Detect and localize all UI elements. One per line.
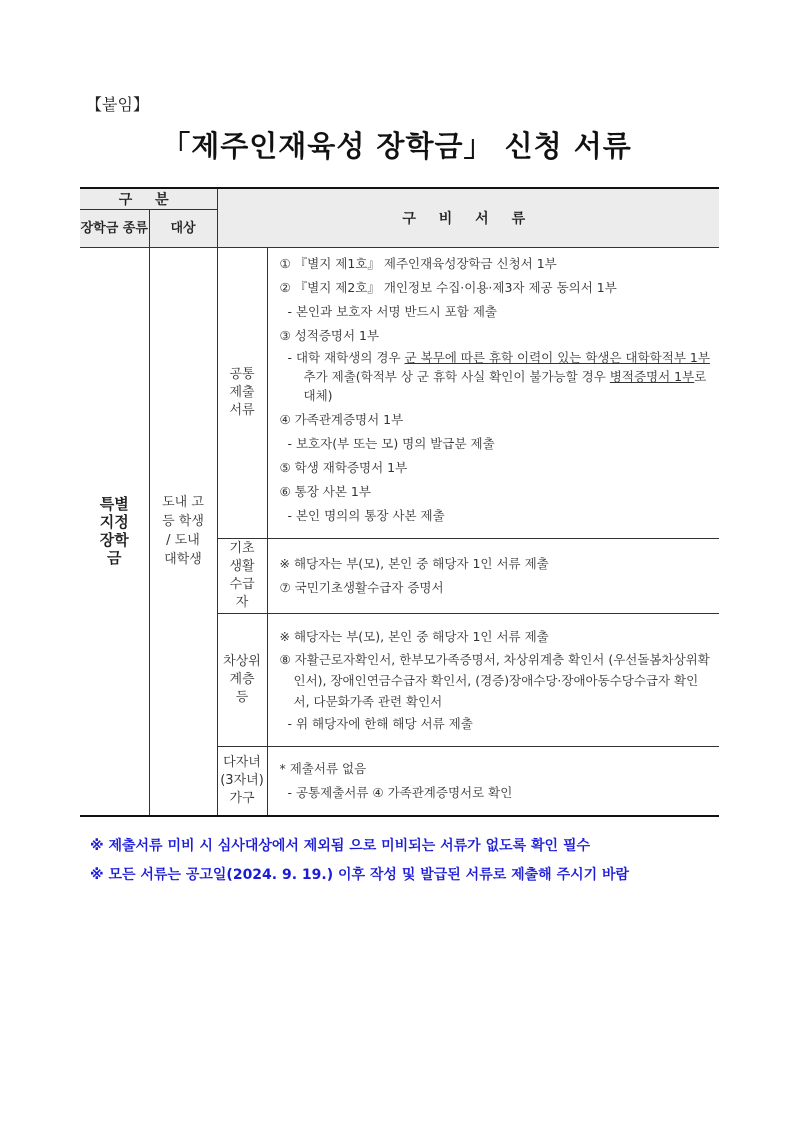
doc-line: * 제출서류 없음	[279, 760, 367, 776]
page-title: 「제주인재육성 장학금」 신청 서류	[161, 129, 632, 163]
notes	[90, 832, 629, 890]
text-segment: - 대학 재학생의 경우	[287, 350, 405, 365]
category-multi-child-label: 다자녀 (3자녀) 가구	[220, 754, 264, 806]
category-basic	[217, 539, 267, 614]
header-scholarship-type: 장학금 종류	[80, 210, 149, 248]
header-group: 구 분	[80, 188, 217, 210]
doc-line-military	[280, 348, 714, 405]
text-segment: 로 대체)	[303, 369, 707, 403]
category-near-poverty-label: 차상위 계층 등	[223, 654, 261, 705]
doc-line: ⑥ 통장 사본 1부	[279, 484, 371, 499]
underlined-segment: 군 복무에 따른 휴학 이력이 있는 학생은 대학학적부 1부	[404, 350, 710, 365]
doc-line: ④ 가족관계증명서 1부	[279, 412, 404, 427]
doc-line: - 본인과 보호자 서명 반드시 포함 제출	[287, 304, 497, 319]
doc-line: - 공통제출서류 ④ 가족관계증명서로 확인	[287, 784, 513, 800]
category-common	[217, 248, 267, 539]
category-common-label: 공통 제출 서류	[229, 367, 255, 418]
required-documents-table	[80, 187, 719, 817]
text-segment: 추가 제출(학적부 상 군 휴학 사실 확인이 불가능할 경우	[303, 369, 610, 384]
header-target: 대상	[149, 210, 217, 248]
scholarship-type-text: 특별 지정 장학금	[99, 495, 129, 568]
note-document-date: ※ 모든 서류는 공고일(2024. 9. 19.) 이후 작성 및 발급된 서류로 제출해 주시기 바람	[90, 867, 630, 883]
doc-line: ③ 성적증명서 1부	[279, 328, 380, 343]
attachment-label: 【붙임】	[86, 95, 149, 114]
header-documents: 구 비 서 류	[217, 188, 719, 248]
basic-documents	[267, 539, 719, 614]
doc-line: ① 『별지 제1호』 제주인재육성장학금 신청서 1부	[279, 256, 557, 271]
category-multi-child	[217, 747, 267, 816]
doc-line: ⑦ 국민기초생활수급자 증명서	[279, 580, 444, 595]
doc-line: - 본인 명의의 통장 사본 제출	[287, 508, 445, 523]
doc-line: ※ 해당자는 부(모), 본인 중 해당자 1인 서류 제출	[279, 556, 549, 571]
doc-line: ※ 해당자는 부(모), 본인 중 해당자 1인 서류 제출	[279, 628, 549, 644]
underlined-segment: 병적증명서 1부	[609, 369, 695, 384]
target-cell	[149, 248, 217, 816]
doc-line: - 위 해당자에 한해 해당 서류 제출	[287, 715, 473, 731]
target-text: 도내 고등 학생 / 도내 대학생	[162, 495, 204, 568]
doc-line: ② 『별지 제2호』 개인정보 수집·이용·제3자 제공 동의서 1부	[279, 280, 617, 295]
multi-child-documents	[267, 747, 719, 816]
note-incomplete-documents: ※ 제출서류 미비 시 심사대상에서 제외됨 으로 미비되는 서류가 없도록 확인 필수	[90, 838, 590, 854]
category-near-poverty	[217, 614, 267, 747]
category-basic-label: 기초 생활 수급자	[229, 541, 255, 610]
common-documents	[267, 248, 719, 539]
doc-line: - 보호자(부 또는 모) 명의 발급분 제출	[287, 436, 495, 451]
near-poverty-documents	[267, 614, 719, 747]
doc-line: ⑧ 자활근로자확인서, 한부모가족증명서, 차상위계층 확인서 (우선돌봄차상위확인서), 장애인연금수급자 확인서, (경증)장애수당·장애아동수당수급자 확인서, 다문화가족 관련 확인서	[279, 651, 710, 709]
scholarship-type-cell	[80, 248, 149, 816]
doc-line: ⑤ 학생 재학증명서 1부	[279, 460, 408, 475]
